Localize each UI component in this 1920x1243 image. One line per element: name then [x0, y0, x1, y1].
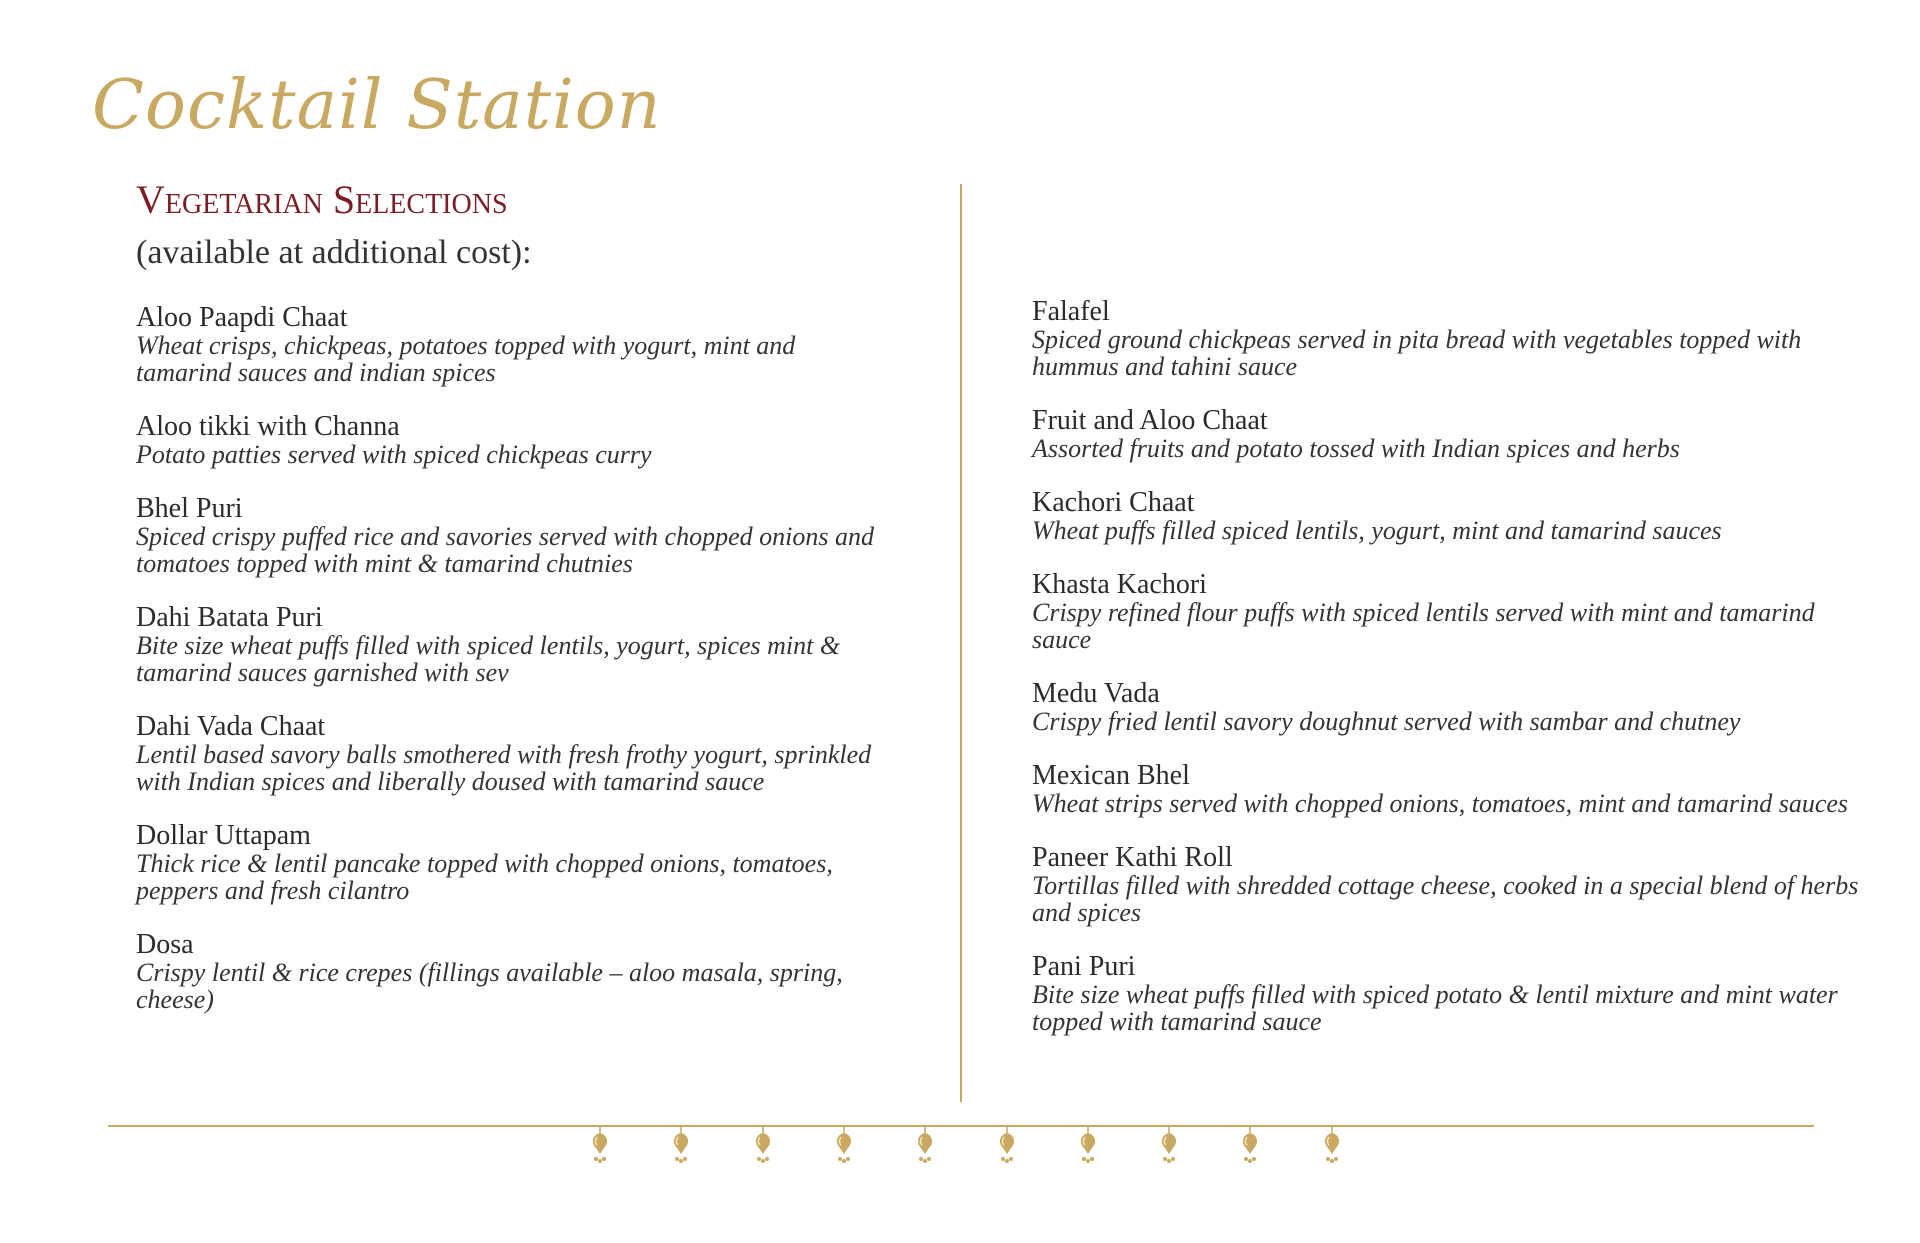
- gold-drop-pendant-icon: [589, 1127, 611, 1165]
- menu-item-name: Falafel: [1032, 296, 1110, 327]
- page-title: Cocktail Station: [92, 66, 662, 145]
- menu-item: [136, 713, 956, 795]
- gold-drop-pendant-icon: [914, 1127, 936, 1165]
- menu-item-name: Dahi Vada Chaat: [136, 711, 326, 742]
- menu-item-description: Assorted fruits and potato tossed with Indian spices and herbs: [1032, 434, 1680, 463]
- menu-item-description: Wheat crisps, chickpeas, potatoes topped with yogurt, mint and tamarind sauces and indian spices: [136, 331, 796, 387]
- menu-column-left: [136, 304, 956, 1040]
- menu-item-description: Wheat strips served with chopped onions, tomatoes, mint and tamarind sauces: [1032, 789, 1849, 818]
- menu-item: [1032, 680, 1852, 735]
- menu-item: [136, 495, 956, 577]
- menu-item-name: Pani Puri: [1032, 951, 1136, 982]
- gold-drop-pendant-icon: [1077, 1127, 1099, 1165]
- menu-item-name: Dosa: [136, 929, 194, 960]
- menu-item-description: Crispy fried lentil savory doughnut served with sambar and chutney: [1032, 707, 1741, 736]
- menu-item-name: Mexican Bhel: [1032, 760, 1190, 791]
- gold-drop-pendant-icon: [670, 1127, 692, 1165]
- section-heading: Vegetarian Selections: [136, 177, 508, 222]
- menu-item-name: Dahi Batata Puri: [136, 602, 323, 633]
- menu-item-description: Potato patties served with spiced chickpeas curry: [136, 440, 652, 469]
- menu-item: [1032, 489, 1852, 544]
- menu-column-right: [1032, 296, 1859, 1062]
- menu-item-name: Aloo tikki with Channa: [136, 411, 400, 442]
- gold-drop-pendant-icon: [1158, 1127, 1180, 1165]
- menu-item-name: Dollar Uttapam: [136, 820, 311, 851]
- gold-drop-pendant-icon: [1321, 1127, 1343, 1165]
- menu-item-description: Thick rice & lentil pancake topped with chopped onions, tomatoes, peppers and fresh cilantro: [136, 849, 833, 905]
- menu-item: [136, 604, 956, 686]
- menu-item: [1032, 571, 1852, 653]
- menu-item: [136, 413, 956, 468]
- ornament-row: [0, 1127, 1920, 1167]
- menu-item-name: Medu Vada: [1032, 678, 1160, 709]
- menu-item-description: Wheat puffs filled spiced lentils, yogurt, mint and tamarind sauces: [1032, 516, 1722, 545]
- menu-item: [1032, 407, 1852, 462]
- menu-item: [1032, 953, 1852, 1035]
- menu-item-name: Paneer Kathi Roll: [1032, 842, 1233, 873]
- menu-item: [136, 822, 956, 904]
- gold-drop-pendant-icon: [833, 1127, 855, 1165]
- menu-item-description: Crispy lentil & rice crepes (fillings available – aloo masala, spring, cheese): [136, 958, 843, 1014]
- gold-drop-pendant-icon: [752, 1127, 774, 1165]
- gold-drop-pendant-icon: [1239, 1127, 1261, 1165]
- menu-item-description: Spiced ground chickpeas served in pita bread with vegetables topped with hummus and tahini sauce: [1032, 325, 1802, 381]
- menu-item-description: Crispy refined flour puffs with spiced lentils served with mint and tamarind sauce: [1032, 598, 1815, 654]
- column-divider: [960, 184, 962, 1102]
- menu-item-description: Bite size wheat puffs filled with spiced lentils, yogurt, spices mint & tamarind sauces garnished with sev: [136, 631, 841, 687]
- menu-item-name: Kachori Chaat: [1032, 487, 1195, 518]
- menu-item-name: Bhel Puri: [136, 493, 243, 524]
- section-subheading: (available at additional cost):: [136, 234, 532, 271]
- menu-item-description: Spiced crispy puffed rice and savories served with chopped onions and tomatoes topped with mint & tamarind chutnies: [136, 522, 874, 578]
- menu-item: [1032, 298, 1852, 380]
- menu-item: [136, 304, 956, 386]
- menu-item-description: Bite size wheat puffs filled with spiced potato & lentil mixture and mint water topped with tamarind sauce: [1032, 980, 1838, 1036]
- menu-item: [136, 931, 956, 1013]
- menu-item: [1032, 842, 1859, 927]
- menu-item-name: Aloo Paapdi Chaat: [136, 302, 348, 333]
- gold-drop-pendant-icon: [996, 1127, 1018, 1165]
- menu-item-name: Fruit and Aloo Chaat: [1032, 405, 1268, 436]
- menu-item-name: Khasta Kachori: [1032, 569, 1207, 600]
- menu-item-description: Tortillas filled with shredded cottage cheese, cooked in a special blend of herbs and spices: [1032, 871, 1859, 927]
- menu-item-description: Lentil based savory balls smothered with fresh frothy yogurt, sprinkled with Indian spices and liberally doused with tamarind sauce: [136, 740, 872, 796]
- menu-item: [1032, 762, 1852, 817]
